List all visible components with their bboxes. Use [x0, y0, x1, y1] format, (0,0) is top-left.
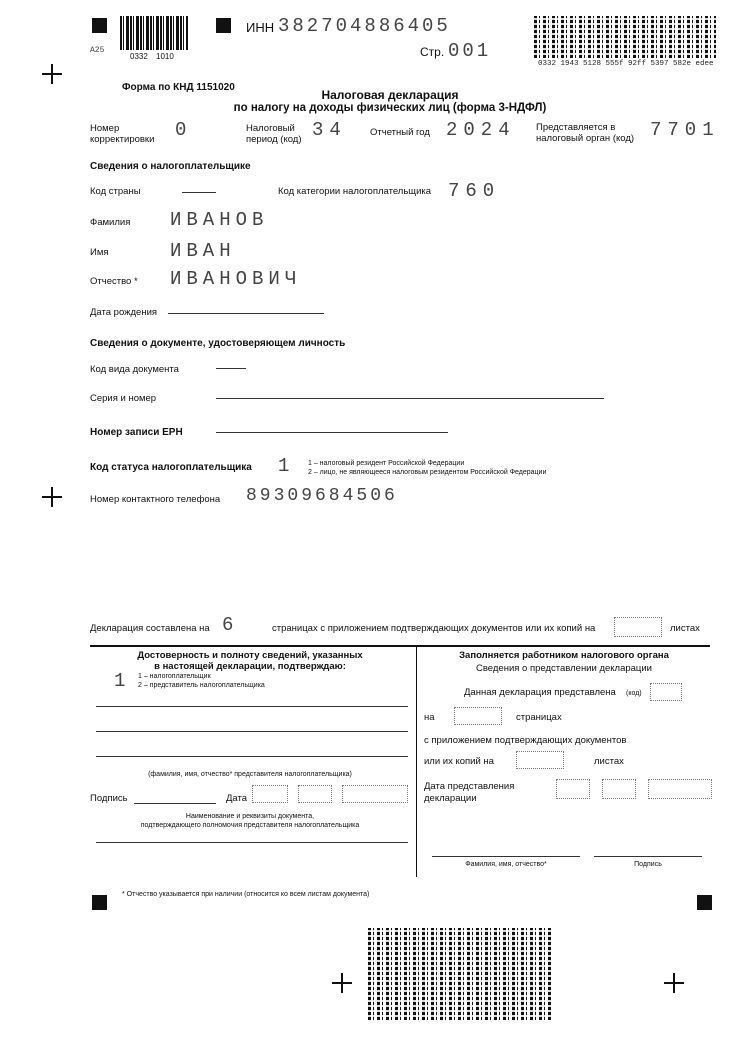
block-top-border [90, 645, 710, 647]
country-field[interactable] [182, 192, 216, 193]
patronymic-value[interactable]: ИВАНОВИЧ [170, 268, 302, 290]
year-value[interactable]: 2024 [446, 119, 516, 141]
birthdate-field[interactable] [168, 313, 324, 314]
phone-label: Номер контактного телефона [90, 494, 221, 505]
confirm-value[interactable]: 1 [114, 670, 126, 692]
officer-fio-caption: Фамилия, имя, отчество* [465, 861, 547, 868]
period-value[interactable]: 34 [312, 119, 347, 141]
surname-value[interactable]: ИВАНОВ [170, 209, 269, 231]
page-value: 001 [448, 40, 492, 62]
category-label: Код категории налогоплательщика [278, 186, 432, 197]
correction-label-1: Номер [90, 123, 120, 134]
status-note-1: 1 – налоговый резидент Российской Федерации [308, 460, 465, 467]
registration-cross-icon [42, 487, 62, 507]
year-label: Отчетный год [370, 127, 430, 138]
fio-line-2[interactable] [96, 731, 408, 732]
correction-value[interactable]: 0 [175, 119, 193, 141]
taxpayer-section-title: Сведения о налогоплательщике [90, 161, 251, 172]
ern-label: Номер записи ЕРН [90, 427, 183, 438]
inn-label: ИНН [246, 20, 275, 35]
doc-field[interactable] [96, 842, 408, 843]
fio-line-3[interactable] [96, 756, 408, 757]
right-date-month-field[interactable] [602, 779, 636, 799]
page-label: Стр. [420, 45, 445, 59]
code-small: (код) [626, 690, 642, 697]
category-value[interactable]: 760 [448, 180, 501, 202]
barcode-digits-2: 1010 [156, 52, 174, 61]
right-sheets-label: листах [594, 756, 624, 767]
name-label: Имя [90, 247, 109, 258]
2d-barcode-icon [534, 16, 716, 58]
organ-value[interactable]: 7701 [650, 119, 720, 141]
date-year-field[interactable] [342, 785, 408, 803]
registration-cross-icon [42, 64, 62, 84]
status-label: Код статуса налогоплательщика [90, 462, 252, 473]
ern-field[interactable] [216, 432, 448, 433]
document-section-title: Сведения о документе, удостоверяющем личность [90, 338, 346, 349]
corner-marker-top-mid [216, 18, 231, 33]
right-date-year-field[interactable] [648, 779, 712, 799]
right-pages-field[interactable] [454, 707, 502, 725]
surname-label: Фамилия [90, 217, 131, 228]
doc-caption-1: Наименование и реквизиты документа, [185, 813, 315, 820]
doc-type-label: Код вида документа [90, 364, 179, 375]
presented-code-field[interactable] [650, 683, 682, 701]
on-label: на [424, 712, 435, 723]
sign-field[interactable] [134, 803, 216, 804]
left-title-1: Достоверность и полноту сведений, указанных [137, 650, 363, 661]
date-day-field[interactable] [252, 785, 288, 803]
barcode-digits-1: 0332 [130, 52, 148, 61]
right-subtitle: Сведения о представлении декларации [476, 663, 652, 674]
organ-label-2: налоговый орган (код) [536, 133, 635, 144]
officer-fio-field[interactable] [432, 856, 580, 857]
pages-text-2: страницах с приложением подтверждающих документов или их копий на [272, 623, 596, 634]
fio-caption: (фамилия, имя, отчество* представителя налогоплательщика) [148, 771, 352, 778]
left-title-2: в настоящей декларации, подтверждаю: [154, 661, 346, 672]
pages-text-3: листах [670, 623, 700, 634]
bottom-2d-barcode-icon [368, 928, 552, 1020]
status-note-2: 2 – лицо, не являющееся налоговым резидентом Российской Федерации [308, 469, 547, 476]
period-label-1: Налоговый [246, 123, 295, 134]
right-title: Заполняется работником налогового органа [459, 650, 669, 661]
corner-marker-bottom-right [697, 895, 712, 910]
birthdate-label: Дата рождения [90, 307, 158, 318]
date-label: Дата [226, 793, 248, 804]
footnote: * Отчество указывается при наличии (относится ко всем листам документа) [122, 891, 370, 898]
right-date-label-2: декларации [424, 793, 477, 804]
series-label: Серия и номер [90, 393, 157, 404]
doc-caption-2: подтверждающего полномочия представителя налогоплательщика [140, 822, 360, 829]
name-value[interactable]: ИВАН [170, 240, 236, 262]
officer-sign-field[interactable] [594, 856, 702, 857]
barcode-hash: 0332 1943 5128 555f 92ff 5397 582e edee [538, 60, 714, 68]
correction-label-2: корректировки [90, 134, 155, 145]
barcode-icon [120, 16, 188, 50]
corner-marker-top-left [92, 18, 107, 33]
fio-line-1[interactable] [96, 706, 408, 707]
series-field[interactable] [216, 398, 604, 399]
registration-cross-icon [332, 973, 352, 993]
confirm-opt-2: 2 – представитель налогоплательщика [138, 682, 265, 689]
country-label: Код страны [90, 186, 141, 197]
knd-label: Форма по КНД 1151020 [122, 82, 235, 93]
with-label: с приложением подтверждающих документов [424, 735, 627, 746]
form-title-1: Налоговая декларация [321, 88, 459, 102]
block-divider [416, 645, 417, 877]
status-value[interactable]: 1 [278, 455, 290, 477]
right-date-label-1: Дата представления [424, 781, 515, 792]
form-code: A25 [90, 46, 105, 55]
patronymic-label: Отчество * [90, 276, 138, 287]
corner-marker-bottom-left [92, 895, 107, 910]
pages-text-1: Декларация составлена на [90, 623, 210, 634]
right-sheets-field[interactable] [516, 751, 564, 769]
presented-label: Данная декларация представлена [464, 687, 616, 698]
right-pages-label: страницах [516, 712, 562, 723]
right-date-day-field[interactable] [556, 779, 590, 799]
confirm-opt-1: 1 – налогоплательщик [138, 673, 211, 680]
copies-label: или их копий на [424, 756, 494, 767]
officer-sign-caption: Подпись [634, 861, 662, 868]
registration-cross-icon [664, 973, 684, 993]
copies-sheets-field[interactable] [614, 617, 662, 637]
sign-label: Подпись [90, 793, 128, 804]
inn-value: 382704886405 [278, 15, 451, 37]
date-month-field[interactable] [298, 785, 332, 803]
period-label-2: период (код) [246, 134, 302, 145]
phone-value[interactable]: 89309684506 [246, 486, 398, 506]
doc-type-field[interactable] [216, 368, 246, 369]
pages-value[interactable]: 6 [222, 614, 234, 636]
organ-label-1: Представляется в [536, 122, 616, 133]
form-title-2: по налогу на доходы физических лиц (форма 3-НДФЛ) [233, 102, 547, 114]
